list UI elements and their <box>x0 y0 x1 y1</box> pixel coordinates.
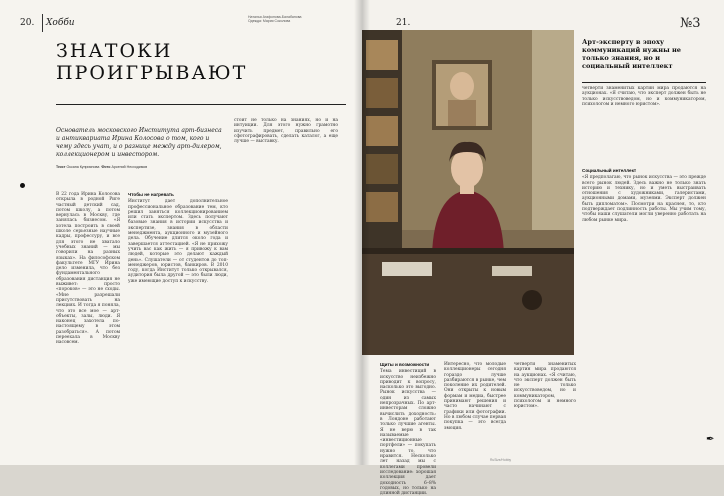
left-col2-text: Институт дает дополнительное профессиональное образование тем, кто решил заняться коллекционированием или стать экспертом. Здесь получают базовые знания в истории искусства и экспертизе, знания в области менеджмента, аукционного и музейного дела. Обучение длится около года и завершается аттестацией. «Я не прихожу учить вас как жить — я привожу к вам людей, которые это делают каждый день». Слушатели — от студентов до топ-менеджеров, юристов, банкиров. В 2010 году, когда Институт только открывался, аудитория была другой — это были люди, уже имеющие доступ к искусству. <box>128 199 228 284</box>
right-column-2 <box>444 362 506 458</box>
right-col1-text: Тема инвестиций в искусство неизбежно приводит к вопросу, насколько это выгодно. Рынок искусства — один из самых непрозрачных. По арт-инвесторам сложно вычислить доходность: в Лондоне работают только лучшие агенты. Я не верю в так называемые «инвестиционные портфели» — покупать нужно то, что нравится. Несколько лет назад мы с коллегами провели исследование: хорошая коллекция дает доходность 6–8% годовых, но только на длинной дистанции. <box>380 369 436 496</box>
byline-photo-label: Фото <box>101 165 111 169</box>
title-rule <box>56 104 346 105</box>
footer-label: RuSize/Hobby <box>490 458 512 462</box>
left-page-number: 20. <box>20 18 35 28</box>
title-line-2: ПРОИГРЫВАЮТ <box>56 62 248 84</box>
byline-text-label: Текст <box>56 165 66 169</box>
byline <box>56 165 256 169</box>
sidebar-col3-text: четверти знаменитых картин мира продаются на аукционах. «Я считаю, что эксперт должен быть не только искусствоведом, но и коммуникатором, психологом и немного юристом». <box>582 86 706 107</box>
left-column-3 <box>234 118 338 166</box>
left-col3-text: стоит не только на знаниях, но и на интуиции. Для этого нужно грамотно изучить предмет, правильно его сфотографировать, сделать каталог, а еще лучше — выставку. <box>234 118 338 145</box>
left-column-2 <box>128 192 228 458</box>
right-col3-text: четверти знаменитых картин мира продаются на аукционах. «Я считаю, что эксперт должен быть не только искусствоведом, но и коммуникатором, психологом и немного юристом». <box>514 362 576 410</box>
portrait-illustration <box>362 30 574 355</box>
credit-line-2: Одежда: Мария Соколова <box>248 19 291 24</box>
byline-photo-author: Арсений Несходимов <box>111 165 148 169</box>
portrait-photo <box>362 30 574 355</box>
header-divider <box>42 14 43 32</box>
sidebar-heading: Социальный интеллект <box>582 168 637 173</box>
quote-rule <box>582 82 706 83</box>
left-col2-heading: Чтобы не нагревать <box>128 192 174 197</box>
issue-number: №3 <box>680 16 701 31</box>
left-col1-text: В 22 года Ирина Колосова открыла в родной Риге частный детский сад, потом школу, а потом вернулась в Москву, где занялась бизнесом. «Я хотела построить в своей школе серьезные научные кадры, профессуру, и все для этого не хватало учебных знаний — мы говорили на разных языках». На философском факультете МГУ Ирина дело изменила, что без фундаментального образования дистанция не выживет: просто «пороков» — это не сходы. «Мне разрешали присутствовать на лекциях. И тогда я поняла, что это все мое — арт-объекты, залы, люди. Я наконец захотела по-настоящему в этом разобраться». А потом переехала в Москву насовсем. <box>56 192 120 346</box>
sidebar-text-top <box>582 86 706 120</box>
right-column-1 <box>380 362 436 496</box>
section-label: Хобби <box>46 18 75 28</box>
pull-quote: Арт-эксперту в эпоху коммуникаций нужны не только знания, но и социальный интеллект <box>582 38 681 70</box>
pen-icon: ✒ <box>706 434 715 445</box>
byline-text-author: Оксана Куприянова <box>66 165 100 169</box>
article-title <box>56 40 286 84</box>
sidebar-text <box>582 168 706 428</box>
article-start-marker <box>20 183 25 188</box>
left-page <box>0 0 362 465</box>
right-column-3 <box>514 362 576 458</box>
credit-block <box>248 15 338 23</box>
right-col2-text: Интересно, что молодые коллекционеры сегодня гораздо лучше разбираются в рынке, чем поколение их родителей. Они открыты к новым формам и медиа, быстрее принимают решения и часто начинают с графики или фотографии. Но в любом случае первая покупка — это всегда эмоция. <box>444 362 506 431</box>
right-col1-heading: Щиты и возможности <box>380 362 430 367</box>
title-line-1: ЗНАТОКИ <box>56 40 173 62</box>
right-page-number: 21. <box>396 18 411 28</box>
sidebar-body: «Я предполагаю, что рынок искусства — это прежде всего рынок людей. Здесь важно не только знать историю и технику, но и уметь выстраивать отношения с художниками, галеристами, аукционными домами, музеями. Эксперт должен быть дипломатом». Посмотри на краснея, то, кто подтверждает подлинность работы. Мы учим тому, чтобы наши слушатели могли уверенно работать на любом рынке мира. <box>582 175 706 223</box>
left-column-1 <box>56 192 120 458</box>
credit-line-1: Наталья Агафонова-Балабанова <box>248 15 302 19</box>
lead-paragraph: Основатель московского Института арт-бизнеса и антиквариата Ирина Колосова о том, кого и чему здесь учат, и о разнице между арт-дилером, коллекционером и инвестором. <box>56 127 222 158</box>
